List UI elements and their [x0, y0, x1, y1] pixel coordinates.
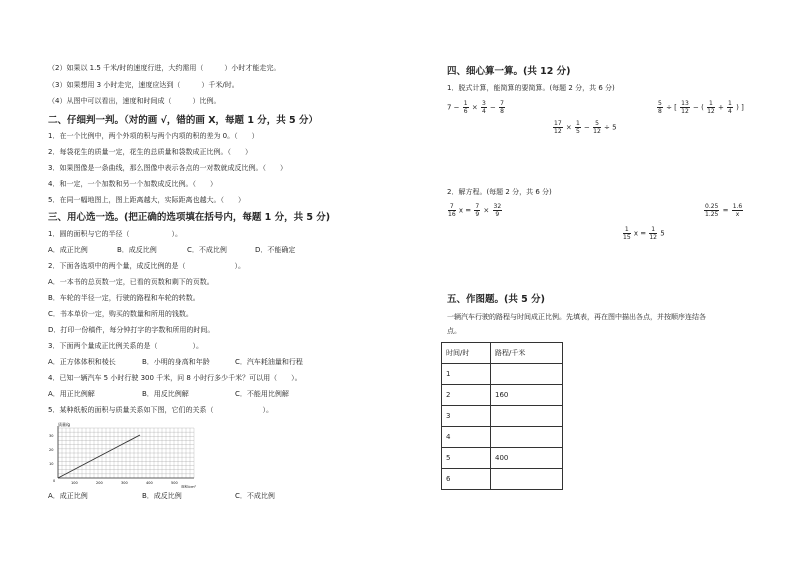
- graph-xtick: 100: [71, 481, 78, 485]
- judge-item-2: 2．每袋花生的质量一定，花生的总质量和袋数成正比例。（ ）: [48, 148, 252, 156]
- section-4-title: 四、细心算一算。(共 12 分): [447, 66, 571, 77]
- expr-op: 5: [660, 229, 665, 238]
- fraction: $\frac{13}{12}$: [681, 100, 689, 115]
- area-mass-graph: [44, 420, 204, 488]
- table-row: [442, 469, 563, 490]
- section-5-title: 五、作图题。(共 5 分): [447, 294, 545, 305]
- choice-q2-opt-b: B．车轮的半径一定，行驶的路程和车轮的转数。: [48, 294, 200, 302]
- graph-line: [58, 435, 140, 478]
- judge-item-4: 4．和一定，一个加数和另一个加数成反比例。（ ）: [48, 180, 217, 188]
- table-row: [442, 427, 563, 448]
- table-header: 时间/时: [442, 343, 491, 364]
- table-cell-time: 3: [442, 406, 491, 427]
- choice-q2: 2．下面各选项中的两个量，成反比例的是（ ）。: [48, 262, 245, 270]
- table-cell-time: 6: [442, 469, 491, 490]
- fraction: $\frac{1.6}{x}$: [732, 203, 743, 218]
- choice-q1: 1．圆的面积与它的半径（ ）。: [48, 230, 182, 238]
- time-distance-table: [441, 342, 563, 490]
- fraction: $\frac{7}{9}$: [475, 203, 480, 218]
- equation-instruction: 2．解方程。(每题 2 分，共 6 分): [447, 188, 552, 196]
- question-2-part4: （4）从图中可以看出，速度和时间成（ ）比例。: [48, 97, 221, 105]
- judge-item-5: 5．在同一幅地图上，图上距离越大，实际距离也越大。（ ）: [48, 196, 245, 204]
- expr-op: ×: [471, 103, 478, 112]
- choice-q4-opt-c: C．不能用比例解: [235, 390, 289, 398]
- equation-2: [703, 203, 744, 218]
- table-cell-time: 2: [442, 385, 491, 406]
- choice-q5-opt-b: B．成反比例: [142, 492, 182, 500]
- fraction: $\frac{1}{12}$: [707, 100, 715, 115]
- choice-q3-opt-b: B．小明的身高和年龄: [142, 358, 210, 366]
- table-cell-time: 5: [442, 448, 491, 469]
- calc-expr-3: [552, 120, 617, 135]
- choice-q4-opt-b: B．用反比例解: [142, 390, 189, 398]
- expr-op: − (: [693, 103, 704, 112]
- choice-q5-opt-a: A．成正比例: [48, 492, 88, 500]
- table-row: [442, 406, 563, 427]
- calc-expr-2: [656, 100, 744, 115]
- table-cell-time: 4: [442, 427, 491, 448]
- graph-ytick: 0: [53, 479, 56, 483]
- expr-op: ×: [483, 206, 490, 215]
- fraction: $\frac{1}{12}$: [649, 226, 657, 241]
- expr-text: 7 −: [447, 103, 460, 112]
- table-row: [442, 448, 563, 469]
- choice-q5: 5．某种纸板的面积与质量关系如下图，它们的关系（ ）。: [48, 406, 273, 414]
- graph-xtick: 300: [121, 481, 128, 485]
- fraction: $\frac{3}{4}$: [481, 100, 486, 115]
- equation-1: [447, 203, 503, 218]
- graph-ytick: 20: [49, 448, 54, 452]
- drawing-description-end: 点。: [447, 327, 461, 335]
- table-cell-distance: 160: [491, 385, 563, 406]
- section-2-title: 二、仔细判一判。（对的画 √，错的画 X，每题 1 分，共 5 分）: [48, 115, 318, 126]
- graph-xtick: 200: [96, 481, 103, 485]
- calc-instruction: 1．脱式计算，能简算的要简算。(每题 2 分，共 6 分): [447, 84, 615, 92]
- fraction: $\frac{1}{4}$: [728, 100, 732, 115]
- equation-3: [622, 226, 665, 241]
- table-header-row: [442, 343, 563, 364]
- choice-q3-opt-a: A．正方体体积和棱长: [48, 358, 116, 366]
- expr-op: −: [490, 103, 496, 112]
- judge-item-1: 1．在一个比例中，两个外项的积与两个内项的积的差为 0。（ ）: [48, 132, 259, 140]
- table-cell-distance: [491, 364, 563, 385]
- question-2-part2: （2）如果以 1.5 千米/时的速度行进，大约需用（ ）小时才能走完。: [48, 64, 281, 72]
- choice-q1-opt-c: C．不成比例: [187, 246, 227, 254]
- question-2-part3: （3）如果想用 3 小时走完，速度应达到（ ）千米/时。: [48, 81, 239, 89]
- choice-q4-opt-a: A．用正比例解: [48, 390, 95, 398]
- table-header: 路程/千米: [491, 343, 563, 364]
- graph-grid: [58, 428, 194, 478]
- table-cell-distance: 400: [491, 448, 563, 469]
- judge-item-3: 3．如果图像是一条曲线，那么图像中表示各点的一对数就成反比例。（ ）: [48, 164, 287, 172]
- choice-q5-opt-c: C．不成比例: [235, 492, 275, 500]
- drawing-description: 一辆汽车行驶的路程与时间成正比例。先填表，再在图中描出各点，并按顺序连结各: [447, 313, 706, 321]
- graph-ylabel: 质量/g: [58, 422, 70, 427]
- choice-q1-opt-d: D．不能确定: [255, 246, 296, 254]
- fraction: $\frac{5}{12}$: [593, 120, 601, 135]
- fraction: $\frac{32}{9}$: [493, 203, 502, 218]
- table-cell-distance: [491, 427, 563, 448]
- expr-op: ) ]: [736, 103, 744, 112]
- expr-op: x =: [633, 229, 647, 238]
- fraction: $\frac{0.25}{1.25}$: [705, 203, 719, 218]
- fraction: $\frac{1}{6}$: [463, 100, 468, 115]
- choice-q4: 4．已知一辆汽车 5 小时行驶 300 千米，问 8 小时行多少千米？可以用（ ）。: [48, 374, 302, 382]
- graph-ytick: 10: [49, 462, 54, 466]
- graph-ytick: 30: [49, 434, 54, 438]
- fraction: $\frac{7}{8}$: [500, 100, 504, 115]
- section-3-title: 三、用心选一选。(把正确的选项填在括号内，每题 1 分，共 5 分): [48, 212, 331, 223]
- choice-q2-opt-d: D．打印一份稿件，每分钟打字的字数和所用的时间。: [48, 326, 215, 334]
- choice-q2-opt-a: A．一本书的总页数一定，已看的页数和剩下的页数。: [48, 278, 214, 286]
- expr-op: ×: [565, 123, 572, 132]
- choice-q1-opt-a: A．成正比例: [48, 246, 88, 254]
- calc-expr-1: [447, 100, 506, 115]
- expr-op: −: [584, 123, 590, 132]
- fraction: $\frac{1}{5}$: [575, 120, 580, 135]
- expr-op: =: [722, 206, 729, 215]
- table-row: [442, 364, 563, 385]
- table-row: [442, 385, 563, 406]
- choice-q1-opt-b: B．成反比例: [117, 246, 157, 254]
- expr-op: ÷ [: [666, 103, 677, 112]
- fraction: $\frac{5}{8}$: [658, 100, 662, 115]
- choice-q2-opt-c: C．书本单价一定，购买的数量和所用的钱数。: [48, 310, 193, 318]
- choice-q3-opt-c: C．汽车耗油量和行程: [235, 358, 303, 366]
- graph-xtick: 400: [146, 481, 153, 485]
- graph-xlabel: 面积/cm²: [181, 485, 196, 488]
- table-cell-distance: [491, 469, 563, 490]
- fraction: $\frac{1}{15}$: [623, 226, 631, 241]
- fraction: $\frac{17}{12}$: [554, 120, 562, 135]
- fraction: $\frac{7}{16}$: [448, 203, 456, 218]
- expr-op: ÷ 5: [604, 123, 617, 132]
- table-cell-distance: [491, 406, 563, 427]
- table-cell-time: 1: [442, 364, 491, 385]
- expr-op: x =: [458, 206, 472, 215]
- graph-xtick: 500: [171, 481, 178, 485]
- choice-q3: 3．下面两个量成正比例关系的是（ ）。: [48, 342, 203, 350]
- expr-op: +: [717, 103, 724, 112]
